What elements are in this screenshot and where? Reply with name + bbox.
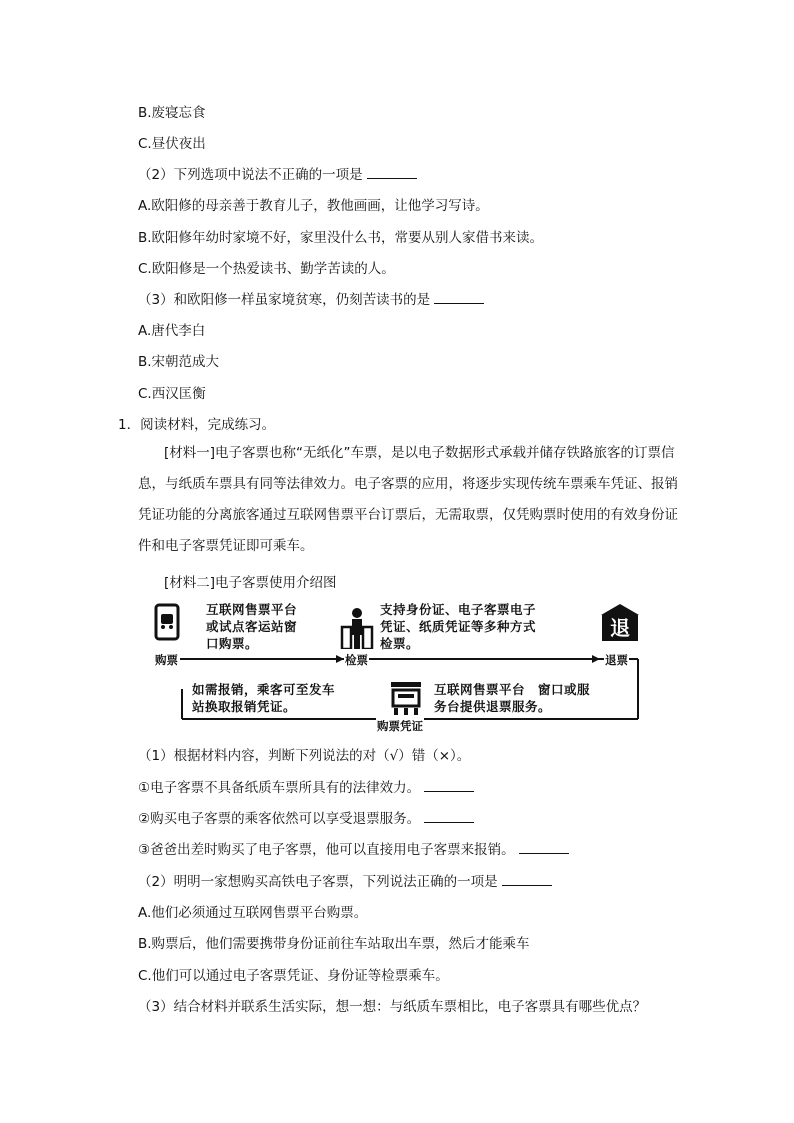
- sub2-option-a: A.欧阳修的母亲善于教育儿子，教他画画，让他学习写诗。: [138, 198, 489, 214]
- q1-sub2-stem: （2）明明一家想购买高铁电子客票，下列说法正确的一项是: [138, 872, 552, 892]
- material-2-title: [材料二]电子客票使用介绍图: [164, 575, 337, 591]
- gate-icon: [340, 607, 374, 649]
- material-1: [材料一]电子客票也称“无纸化”车票，是以电子数据形式承载并储存铁路旅客的订票信息，与纸质车票具有同等法律效力。电子客票的应用，将逐步实现传统车票乘车凭证、报销凭证功能的分离旅客通过互联网售票平台订票后，无需取票，仅凭购票时使用的有效身份证件和电子客票凭证即可乘车。: [138, 445, 678, 554]
- sub3-option-c: C.西汉匡衡: [138, 386, 206, 402]
- q1-sub2-option-b: B.购票后，他们需要携带身份证前往车站取出车票，然后才能乘车: [138, 936, 530, 952]
- sub3-option-b: B.宋朝范成大: [138, 354, 220, 370]
- diagram-text-refund-service: 互联网售票平台 窗口或服 务台提供退票服务。: [434, 682, 591, 714]
- refund-icon: [600, 603, 640, 643]
- diagram-text-check: 支持身份证、电子客票电子 凭证、纸质凭证等多种方式 检票。: [380, 602, 537, 651]
- e-ticket-diagram: [152, 597, 644, 735]
- answer-blank[interactable]: [519, 841, 569, 854]
- ticket-machine-icon: [390, 681, 422, 715]
- sub2-option-b: B.欧阳修年幼时家境不好，家里没什么书，常要从别人家借书来读。: [138, 230, 544, 246]
- q1-sub3-stem: （3）结合材料并联系生活实际，想一想：与纸质车票相比，电子客票具有哪些优点？: [138, 999, 647, 1015]
- q1-sub1-item3: ③爸爸出差时购买了电子客票，他可以直接用电子客票来报销。: [138, 840, 569, 860]
- diagram-text-reimburse: 如需报销，乘客可至发车 站换取报销凭证。: [192, 682, 336, 714]
- refund-icon-char: 退: [610, 616, 630, 640]
- step-voucher-label: 购票凭证: [377, 719, 423, 733]
- sub2-stem: （2）下列选项中说法不正确的一项是: [138, 165, 417, 185]
- q1-sub2-option-c: C.他们可以通过电子客票凭证、身份证等检票乘车。: [138, 968, 449, 984]
- answer-blank[interactable]: [424, 779, 474, 792]
- option-b: B.废寝忘食: [138, 105, 206, 121]
- answer-blank[interactable]: [434, 291, 484, 304]
- answer-blank[interactable]: [502, 873, 552, 886]
- q1-sub1-stem: （1）根据材料内容，判断下列说法的对（√）错（×）。: [138, 748, 471, 764]
- q1-sub2-option-a: A.他们必须通过互联网售票平台购票。: [138, 905, 368, 921]
- answer-blank[interactable]: [367, 166, 417, 179]
- question-1-title: 1．阅读材料，完成练习。: [118, 417, 276, 433]
- q1-sub1-item1: ①电子客票不具备纸质车票所具有的法律效力。: [138, 778, 474, 798]
- q1-sub1-item2: ②购买电子客票的乘客依然可以享受退票服务。: [138, 809, 474, 829]
- option-c: C.昼伏夜出: [138, 136, 206, 152]
- phone-car-icon: [154, 603, 180, 641]
- diagram-text-buy: 互联网售票平台 或试点客运站窗 口购票。: [206, 602, 298, 651]
- step-buy-label: 购票: [155, 653, 178, 667]
- sub3-option-a: A.唐代李白: [138, 323, 206, 339]
- answer-blank[interactable]: [424, 810, 474, 823]
- step-refund-label: 退票: [605, 653, 628, 667]
- sub2-option-c: C.欧阳修是一个热爱读书、勤学苦读的人。: [138, 261, 395, 277]
- step-check-label: 检票: [345, 653, 368, 667]
- sub3-stem: （3）和欧阳修一样虽家境贫寒，仍刻苦读书的是: [138, 290, 484, 310]
